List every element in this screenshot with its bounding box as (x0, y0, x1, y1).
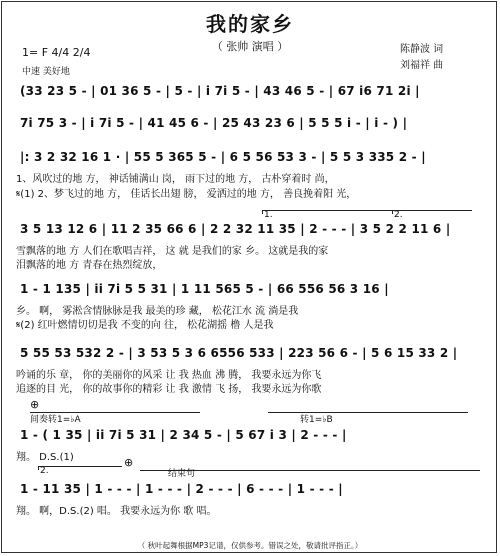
lyrics-row-6a: 吟诵的乐 章， 你的美丽你的风采 让 我 热血 沸 腾， 我要永远为你飞 (16, 370, 322, 381)
lyrics-row-7: 翔。 D.S.(1) (16, 452, 74, 463)
interlude-line (30, 412, 200, 413)
lyrics-row-8: 翔。 啊，D.S.(2) 唱。 我要永远为你 歌 唱。 (16, 506, 217, 517)
coda-sign: ⊕ (30, 398, 40, 411)
song-title: 我的家乡 (206, 12, 294, 36)
composer-credit: 刘福祥 曲 (400, 60, 444, 71)
volta-1-bracket (262, 210, 392, 211)
interlude-key-change: 间奏转1=♭A (30, 415, 81, 425)
key-change-b: 转1=♭B (300, 415, 333, 425)
volta-2-end-tick (38, 466, 39, 470)
score-row-2: 7i 75 3 - | i 7i 5 - | 41 45 6 - | 25 43 23 6 | 5 5 5 i - | i - ) | (20, 116, 408, 130)
volta-2-bracket-end (38, 466, 122, 467)
score-row-4: 3 5 13 12 6 | 11 2 35 66 6 | 2 2 32 11 35 | 2 - - - | 3 5 2 2 11 6 | (20, 222, 451, 236)
key-change-line (268, 412, 468, 413)
lyrics-row-4b: 泪飘落的地 方 青春在热烈绽放， (16, 260, 163, 271)
score-row-7: 1 - ( 1 35 | ii 7i 5 31 | 2 34 5 - | 5 67 i 3 | 2 - - - | (20, 428, 347, 442)
volta-2-mark: 2. (394, 210, 403, 220)
volta-2-tick (392, 210, 393, 214)
lyrics-row-5b: 𝄋(2) 红叶燃情切切是我 不变的向 往， 松花湖摇 橹 人是我 (16, 320, 274, 331)
lyricist-credit: 陈静波 词 (400, 44, 444, 55)
lyrics-row-5a: 乡。 啊， 雾淞含情脉脉是我 最美的珍 藏， 松花江水 流 淌是我 (16, 306, 299, 317)
lyrics-row-3a: 1、风吹过的地 方， 神话铺满山 岗， 雨下过的地 方， 古朴穿着时 尚， (16, 174, 335, 185)
volta-2-end-mark: 2. (40, 466, 49, 476)
key-signature: 1= F 4/4 2/4 (22, 46, 91, 59)
score-row-3: |: 3 2 32 16 1 · | 55 5 365 5 - | 6 5 56 53 3 - | 5 5 3 335 2 - | (20, 150, 426, 164)
volta-1-mark: 1. (264, 210, 273, 220)
singer-line: （ 张帅 演唱 ） (211, 40, 289, 53)
score-row-5: 1 - 1 135 | ii 7i 5 5 31 | 1 11 565 5 - | 66 556 56 3 16 | (20, 282, 389, 296)
score-row-6: 5 55 53 532 2 - | 3 53 5 3 6 6556 533 | 223 56 6 - | 5 6 15 33 2 | (20, 346, 458, 360)
coda-sign-2: ⊕ (124, 456, 134, 469)
lyrics-row-4a: 雪飘落的地 方 人们在歌唱吉祥， 这 就 是我们的家 乡。 这就是我的家 (16, 246, 329, 257)
ending-marking: 结束句 (168, 469, 196, 479)
tempo-marking: 中速 美好地 (22, 67, 70, 77)
volta-2-bracket (392, 210, 472, 211)
lyrics-row-3b: 𝄋(1) 2、梦飞过的地 方， 佳话长出翅 膀， 爱洒过的地 方， 善良挽着阳 光， (16, 189, 357, 200)
footnote: （ 秋叶起舞根据MP3记谱，仅供参考。错误之处，敬请批评指正。） (137, 541, 363, 550)
volta-1-tick (262, 210, 263, 214)
score-row-8: 1 - 11 35 | 1 - - - | 1 - - - | 2 - - - | 6 - - - | 1 - - - | (20, 482, 343, 496)
lyrics-row-6b: 追逐的目 光， 你的故事你的精彩 让 我 激情 飞 扬， 我要永远为你歌 (16, 384, 322, 395)
score-row-1: (33 23 5 - | 01 36 5 - | 5 - | i 7i 5 - | 43 46 5 - | 67 i6 71 2i | (20, 84, 420, 98)
